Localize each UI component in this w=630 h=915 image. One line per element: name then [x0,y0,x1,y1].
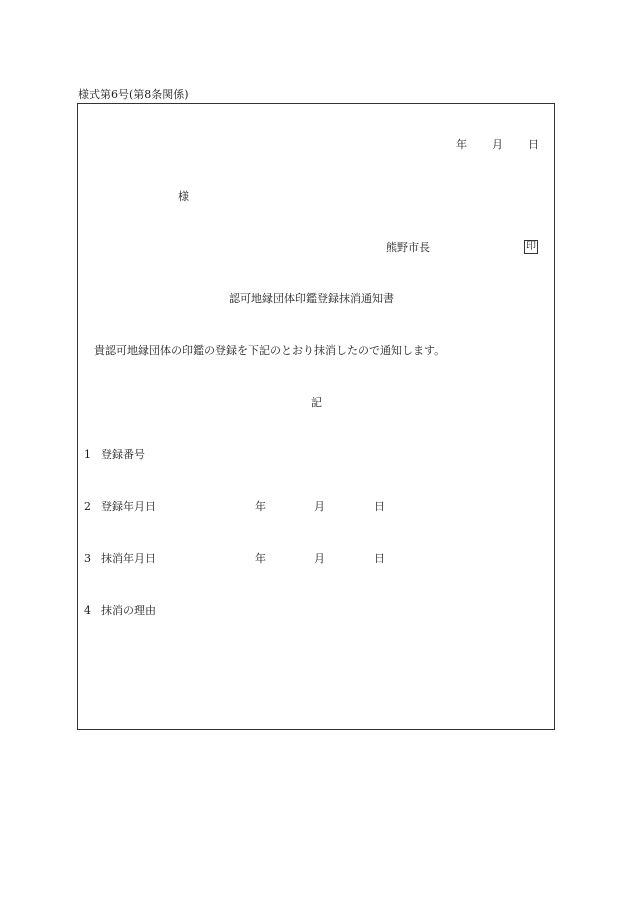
item-3-label: 抹消年月日 [101,552,156,565]
ki-heading: 記 [311,396,322,409]
notice-date-month: 月 [492,138,503,151]
item-4-number: 4 [84,604,91,617]
item-3-month: 月 [314,552,325,565]
item-1-label: 登録番号 [101,448,145,461]
seal-mark: 印 [526,241,536,252]
body-text: 貴認可地縁団体の印鑑の登録を下記のとおり抹消したので通知します。 [94,344,446,357]
notice-date-day: 日 [528,138,539,151]
form-frame [77,103,555,730]
item-2-label: 登録年月日 [101,500,156,513]
item-2-number: 2 [84,500,91,513]
form-label: 様式第6号(第8条関係) [78,88,189,101]
document-title: 認可地縁団体印鑑登録抹消通知書 [229,292,394,305]
item-3-number: 3 [84,552,91,565]
item-3-day: 日 [374,552,385,565]
item-4-label: 抹消の理由 [101,604,156,617]
issuer-name: 熊野市長 [386,241,430,254]
item-2-day: 日 [374,500,385,513]
addressee-suffix: 様 [178,190,189,203]
item-3-year: 年 [255,552,266,565]
item-2-year: 年 [255,500,266,513]
item-1-number: 1 [84,448,91,461]
item-2-month: 月 [314,500,325,513]
notice-date-year: 年 [456,138,467,151]
